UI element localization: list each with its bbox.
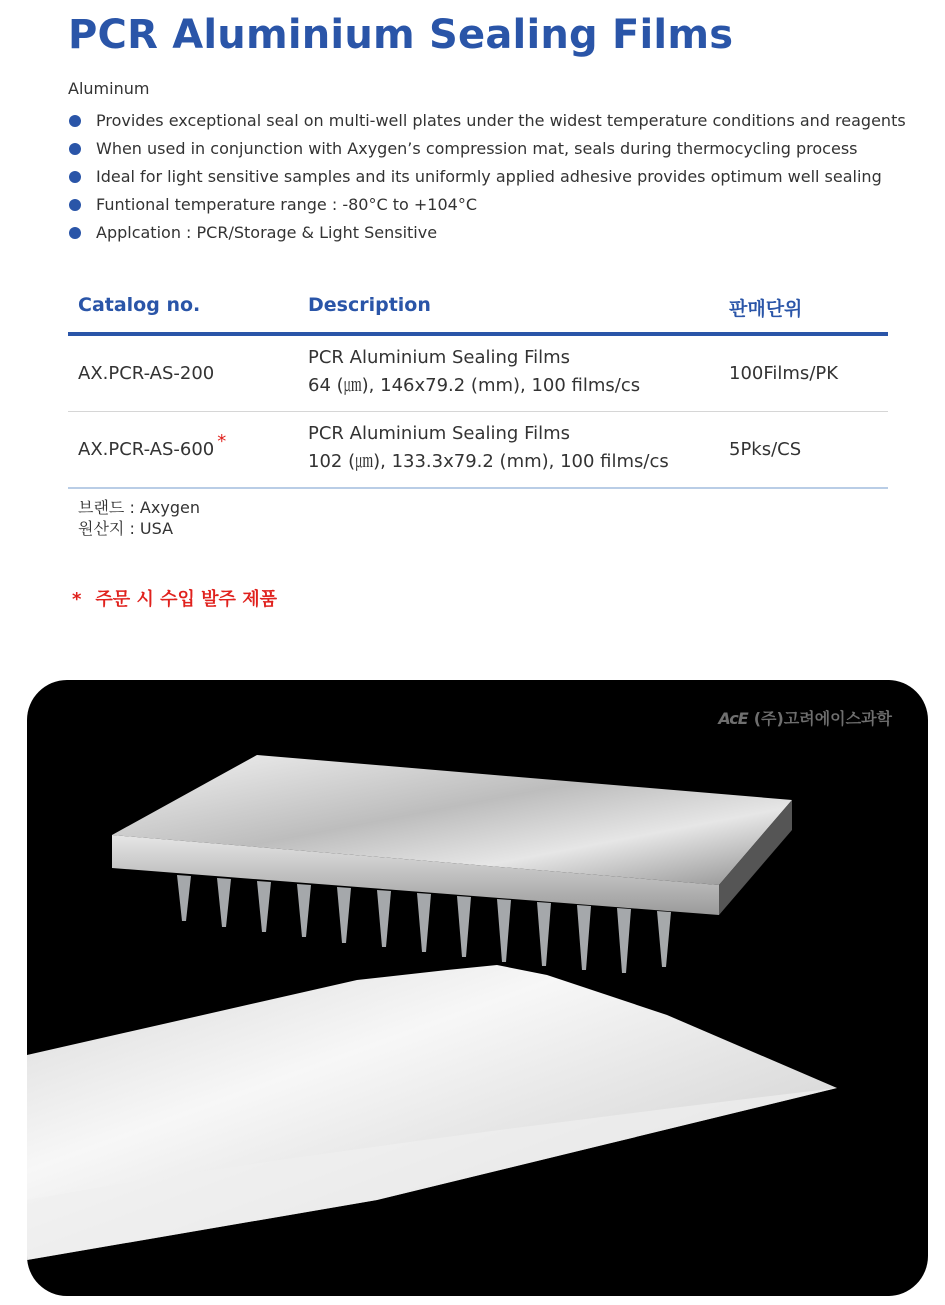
description-cell <box>308 420 669 476</box>
product-meta <box>78 497 200 539</box>
description-line-1: PCR Aluminium Sealing Films <box>308 423 571 444</box>
catalog-number <box>78 360 214 388</box>
material-label: Aluminum <box>68 79 150 98</box>
table-row <box>68 336 888 412</box>
description-line-2: 64 (㎛), 146x79.2 (mm), 100 films/cs <box>308 375 641 396</box>
feature-text: Applcation : PCR/Storage & Light Sensitive <box>96 223 438 242</box>
feature-text: Funtional temperature range : -80°C to +104°C <box>96 195 477 214</box>
note-marker: * <box>72 589 82 610</box>
bullet-icon <box>69 227 81 239</box>
table-header-row <box>68 286 888 336</box>
company-logo <box>718 706 892 729</box>
sales-unit: 100Films/PK <box>729 363 839 384</box>
logo-mark: AcE <box>718 709 748 728</box>
bullet-icon <box>69 143 81 155</box>
header-unit: 판매단위 <box>729 298 803 320</box>
description-line-2: 102 (㎛), 133.3x79.2 (mm), 100 films/cs <box>308 451 669 472</box>
origin-text: 원산지 : USA <box>78 519 174 538</box>
catalog-number <box>78 431 227 464</box>
feature-text: Ideal for light sensitive samples and its uniformly applied adhesive provides optimum well sealing <box>96 167 882 186</box>
logo-text: (주)고려에이스과학 <box>753 709 892 728</box>
description-line-1: PCR Aluminium Sealing Films <box>308 347 571 368</box>
feature-item <box>68 194 906 222</box>
feature-text: Provides exceptional seal on multi-well plates under the widest temperature conditions and reagents <box>96 111 906 130</box>
brand-text: 브랜드 : Axygen <box>78 498 200 517</box>
bullet-icon <box>69 115 81 127</box>
feature-item <box>68 110 906 138</box>
spec-table <box>68 286 888 489</box>
feature-item <box>68 222 906 250</box>
catalog-text: AX.PCR-AS-600 <box>78 439 215 460</box>
product-photo <box>27 680 928 1296</box>
feature-item <box>68 138 906 166</box>
description-cell <box>308 344 640 400</box>
bullet-icon <box>69 199 81 211</box>
note-text: 주문 시 수입 발주 제품 <box>95 589 277 610</box>
import-marker: * <box>217 431 227 452</box>
feature-text: When used in conjunction with Axygen’s compression mat, seals during thermocycling process <box>96 139 858 158</box>
feature-item <box>68 166 906 194</box>
catalog-text: AX.PCR-AS-200 <box>78 363 215 384</box>
product-illustration <box>27 680 928 1296</box>
bullet-icon <box>69 171 81 183</box>
table-row <box>68 412 888 489</box>
import-note <box>72 585 277 611</box>
page-title: PCR Aluminium Sealing Films <box>68 12 734 58</box>
feature-list <box>68 110 906 250</box>
header-description: Description <box>308 294 431 316</box>
sales-unit: 5Pks/CS <box>729 439 802 460</box>
header-catalog: Catalog no. <box>78 294 201 316</box>
